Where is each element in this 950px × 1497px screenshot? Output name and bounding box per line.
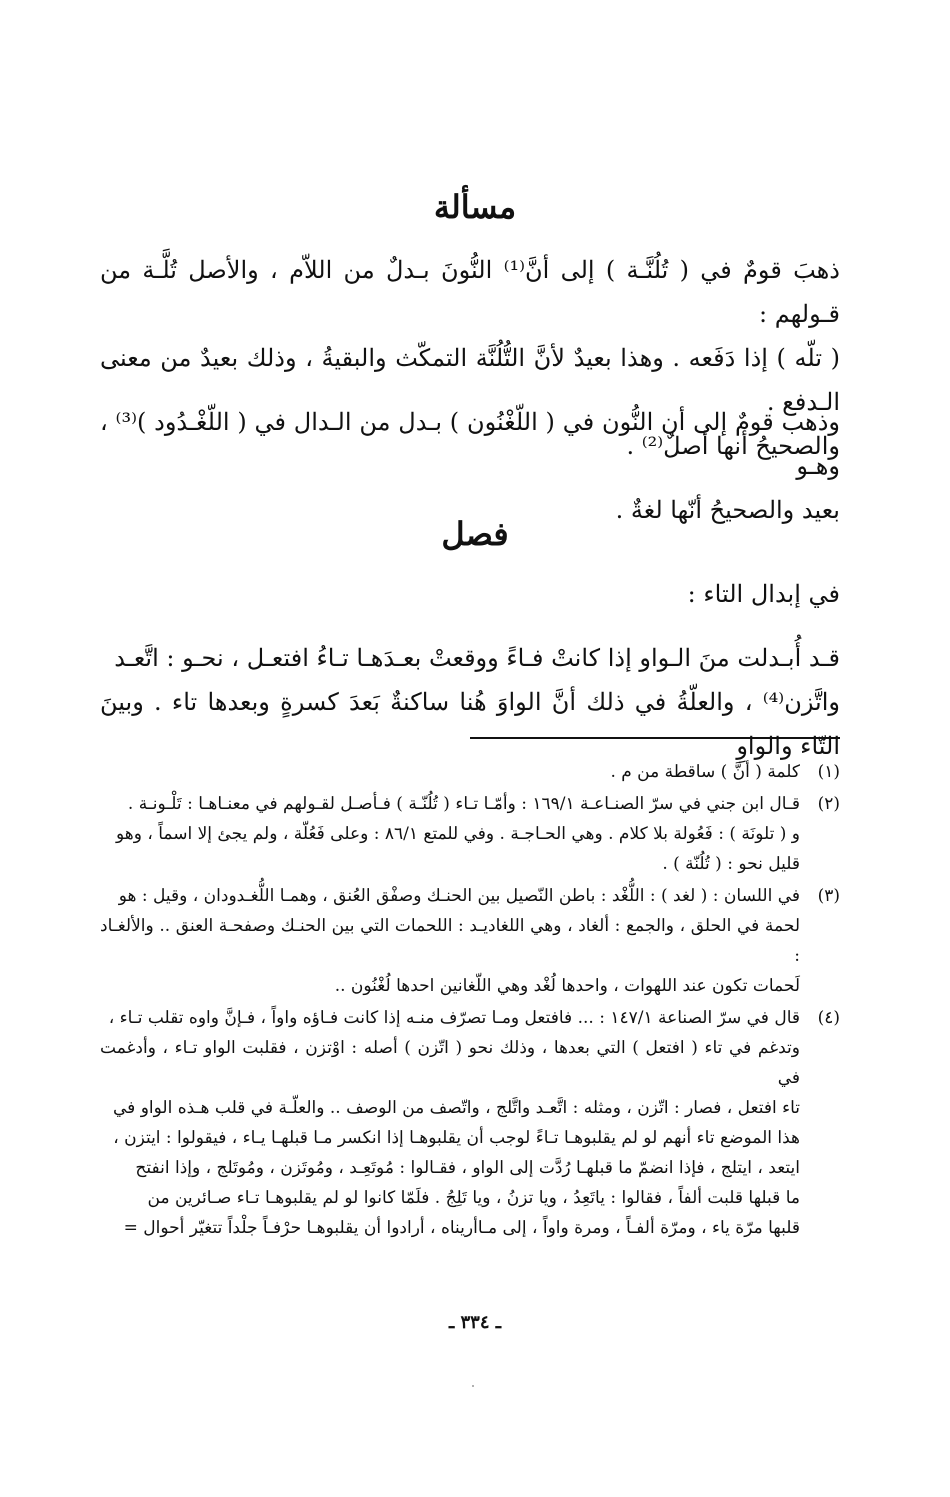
footnote-line: قال في سرّ الصناعة ١٤٧/١ : ... فافتعل ومـا تصرّف منـه إذا كانت فـاؤه واواً ، فـإنَّ واوه تقلب تـاء ، <box>108 1008 800 1028</box>
footnote-line: قـال ابن جني في سرّ الصنـاعـة ١٦٩/١ : وأمّـا تـاء ( تُلُنّـة ) فـأصـل لقـولهم في معنـاهـا : تَلْـونـة . <box>127 794 800 814</box>
footnote-number: (٣) <box>817 886 840 906</box>
footnote-number: (٤) <box>817 1008 840 1028</box>
paragraph-2 <box>100 400 840 532</box>
page-number: ـ ٣٣٤ ـ <box>448 1312 502 1333</box>
footnote-divider <box>470 737 840 739</box>
footnote-number: (٢) <box>817 794 840 814</box>
footnote-line: ايتعد ، ايتلج ، فإذا انضمّ ما قبلهـا رُدَّت إلى الواو ، فقـالوا : مُوتَعِـد ، ومُوتَزن ، ومُوتَلج ، وإذا انفتح <box>135 1158 800 1178</box>
footnote-4 <box>100 1003 840 1243</box>
scan-speck <box>472 1385 474 1387</box>
paragraph-4 <box>100 636 840 768</box>
section-heading-fasl: فصل <box>441 515 509 553</box>
footnote-2 <box>100 789 840 879</box>
footnote-line: لَحمات تكون عند اللهوات ، واحدها لُغْد وهي اللّغانين احدها لُغْنُون .. <box>334 976 800 996</box>
paragraph-1-line-3: والصحيحُ أنها أصلٌ⁽²⁾ . <box>626 432 840 460</box>
paragraph-1-line-2: ( تلّه ) إذا دَفَعه . وهذا بعيدٌ لأنَّ التُّلُنَّة التمكّث والبقيةُ ، وذلك بعيدٌ من معنى الـدفع . <box>100 344 840 416</box>
footnote-line: وتدغم في تاء ( افتعل ) التي بعدها ، وذلك نحو ( اتّزن ) أصله : اوْتزن ، فقلبت الواو تـاء ، وأدغمت في <box>100 1038 800 1088</box>
footnote-line: قلبها مرّة ياء ، ومرّة ألفـاً ، ومرة واواً ، إلى مـاأريناه ، أرادوا أن يقلبوهـا حرْفـاً جلْداً تتغيّر أحوال = <box>123 1218 800 1238</box>
footnote-number: (١) <box>817 762 840 782</box>
footnote-line: لحمة في الحلق ، والجمع : ألغاد ، وهي اللغاديـد : اللحمات التي بين الحنـك وصفحـة العنق .. والألغـاد : <box>100 916 800 966</box>
footnote-line: قليل نحو : ( تُلُنّة ) . <box>662 854 800 874</box>
footnote-line: تاء افتعل ، فصار : اتّزن ، ومثله : اتَّعـد واتَّلج ، واتّصف من الوصف .. والعلّـة في قلب هـذه الواو في <box>113 1098 800 1118</box>
section-heading-masala: مسألة <box>433 188 517 226</box>
paragraph-1-line-1: ذهبَ قومٌ في ( تُلُنَّـة ) إلى أنَّ⁽¹⁾ النُّونَ بـدلٌ من اللاّم ، والأصل تُلَّـة من قـولهم : <box>100 256 840 328</box>
footnote-text <box>100 757 800 787</box>
footnote-text <box>100 881 800 1001</box>
paragraph-2-line-2: بعيد والصحيحُ أنّها لغةٌ . <box>615 496 840 524</box>
paragraph-4-line-2: واتَّزن⁽⁴⁾ ، والعلّةُ في ذلك أنَّ الواوَ هُنا ساكنةٌ بَعدَ كسرةٍ وبعدها تاء . وبينَ التّاء والواوِ <box>100 688 840 760</box>
footnote-1 <box>100 757 840 787</box>
footnote-line: ما قبلها قلبت ألفاً ، فقالوا : ياتَعِدُ ، ويا تزنُ ، ويا تَلِجُ . فلَمّا كانوا لو لم يقلبوهـا تـاء صـائرين من <box>147 1188 800 1208</box>
paragraph-4-line-1: قـد أُبـدلت منَ الـواو إذا كانتْ فـاءً ووقعتْ بعـدَهـا تـاءُ افتعـل ، نحـو : اتَّعـد <box>114 644 840 672</box>
footnote-line: و ( تلونَة ) : فَعُولة بلا كلام . وهي الحـاجـة . وفي للمتع ٨٦/١ : وعلى فَعُلّة ، ولم يجئ إلا اسماً ، وهو <box>115 824 800 844</box>
footnote-line: كلمة ( أنَّ ) ساقطة من م . <box>610 762 800 782</box>
footnote-text <box>100 1003 800 1243</box>
footnote-3 <box>100 881 840 1001</box>
footnote-line: هذا الموضع تاء أنهم لو لم يقلبوهـا تـاءً لوجب أن يقلبوهـا إذا انكسر مـا قبلهـا يـاء ، فيقولوا : ايتزن ، <box>113 1128 800 1148</box>
footnote-line: في اللسان : ( لغد ) : اللُّغْد : باطن النّصيل بين الحنـك وصفْق العُنق ، وهمـا اللُّغـدودان ، وقيل : هو <box>118 886 800 906</box>
footnotes <box>100 757 840 1245</box>
paragraph-2-line-1: وذهب قومٌ إلى أن النُّون في ( اللّغْنُون ) بـدل من الـدال في ( اللّغْـدُود )⁽³⁾ ، وهـو <box>100 408 840 480</box>
footnote-text <box>100 789 800 879</box>
subsection-title: في إبدال التاء : <box>687 580 840 608</box>
